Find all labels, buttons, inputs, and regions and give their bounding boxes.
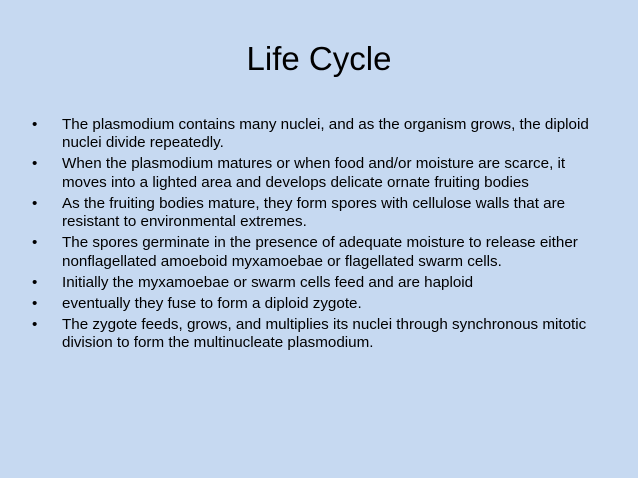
bullet-text: The zygote feeds, grows, and multiplies its nuclei through synchronous mitotic division to form the multinucleate plasmodium. <box>62 315 587 352</box>
list-item <box>30 295 610 313</box>
list-item <box>30 116 610 153</box>
list-item <box>30 274 610 292</box>
bullet-text: The spores germinate in the presence of adequate moisture to release either nonflagellated amoeboid myxamoebae or flagellated swarm cells. <box>62 234 578 270</box>
bullet-icon: • <box>32 234 38 252</box>
bullet-text: When the plasmodium matures or when food and/or moisture are scarce, it moves into a lighted area and develops delicate ornate fruiting bodies <box>62 155 566 191</box>
bullet-icon: • <box>32 294 38 312</box>
list-item <box>30 234 610 271</box>
bullet-text: As the fruiting bodies mature, they form spores with cellulose walls that are resistant to environmental extremes. <box>62 194 566 231</box>
bullet-text: Initially the myxamoebae or swarm cells feed and are haploid <box>62 273 474 291</box>
list-item <box>30 316 610 353</box>
bullet-icon: • <box>32 315 38 333</box>
list-item <box>30 155 610 192</box>
bullet-icon: • <box>32 155 38 173</box>
bullet-list <box>30 116 610 355</box>
bullet-icon: • <box>32 116 38 133</box>
bullet-text: The plasmodium contains many nuclei, and as the organism grows, the diploid nuclei divide repeatedly. <box>62 116 589 152</box>
slide-title: Life Cycle <box>246 40 392 77</box>
bullet-icon: • <box>32 273 38 291</box>
bullet-icon: • <box>32 194 38 212</box>
list-item <box>30 195 610 232</box>
bullet-text: eventually they fuse to form a diploid zygote. <box>62 294 362 312</box>
